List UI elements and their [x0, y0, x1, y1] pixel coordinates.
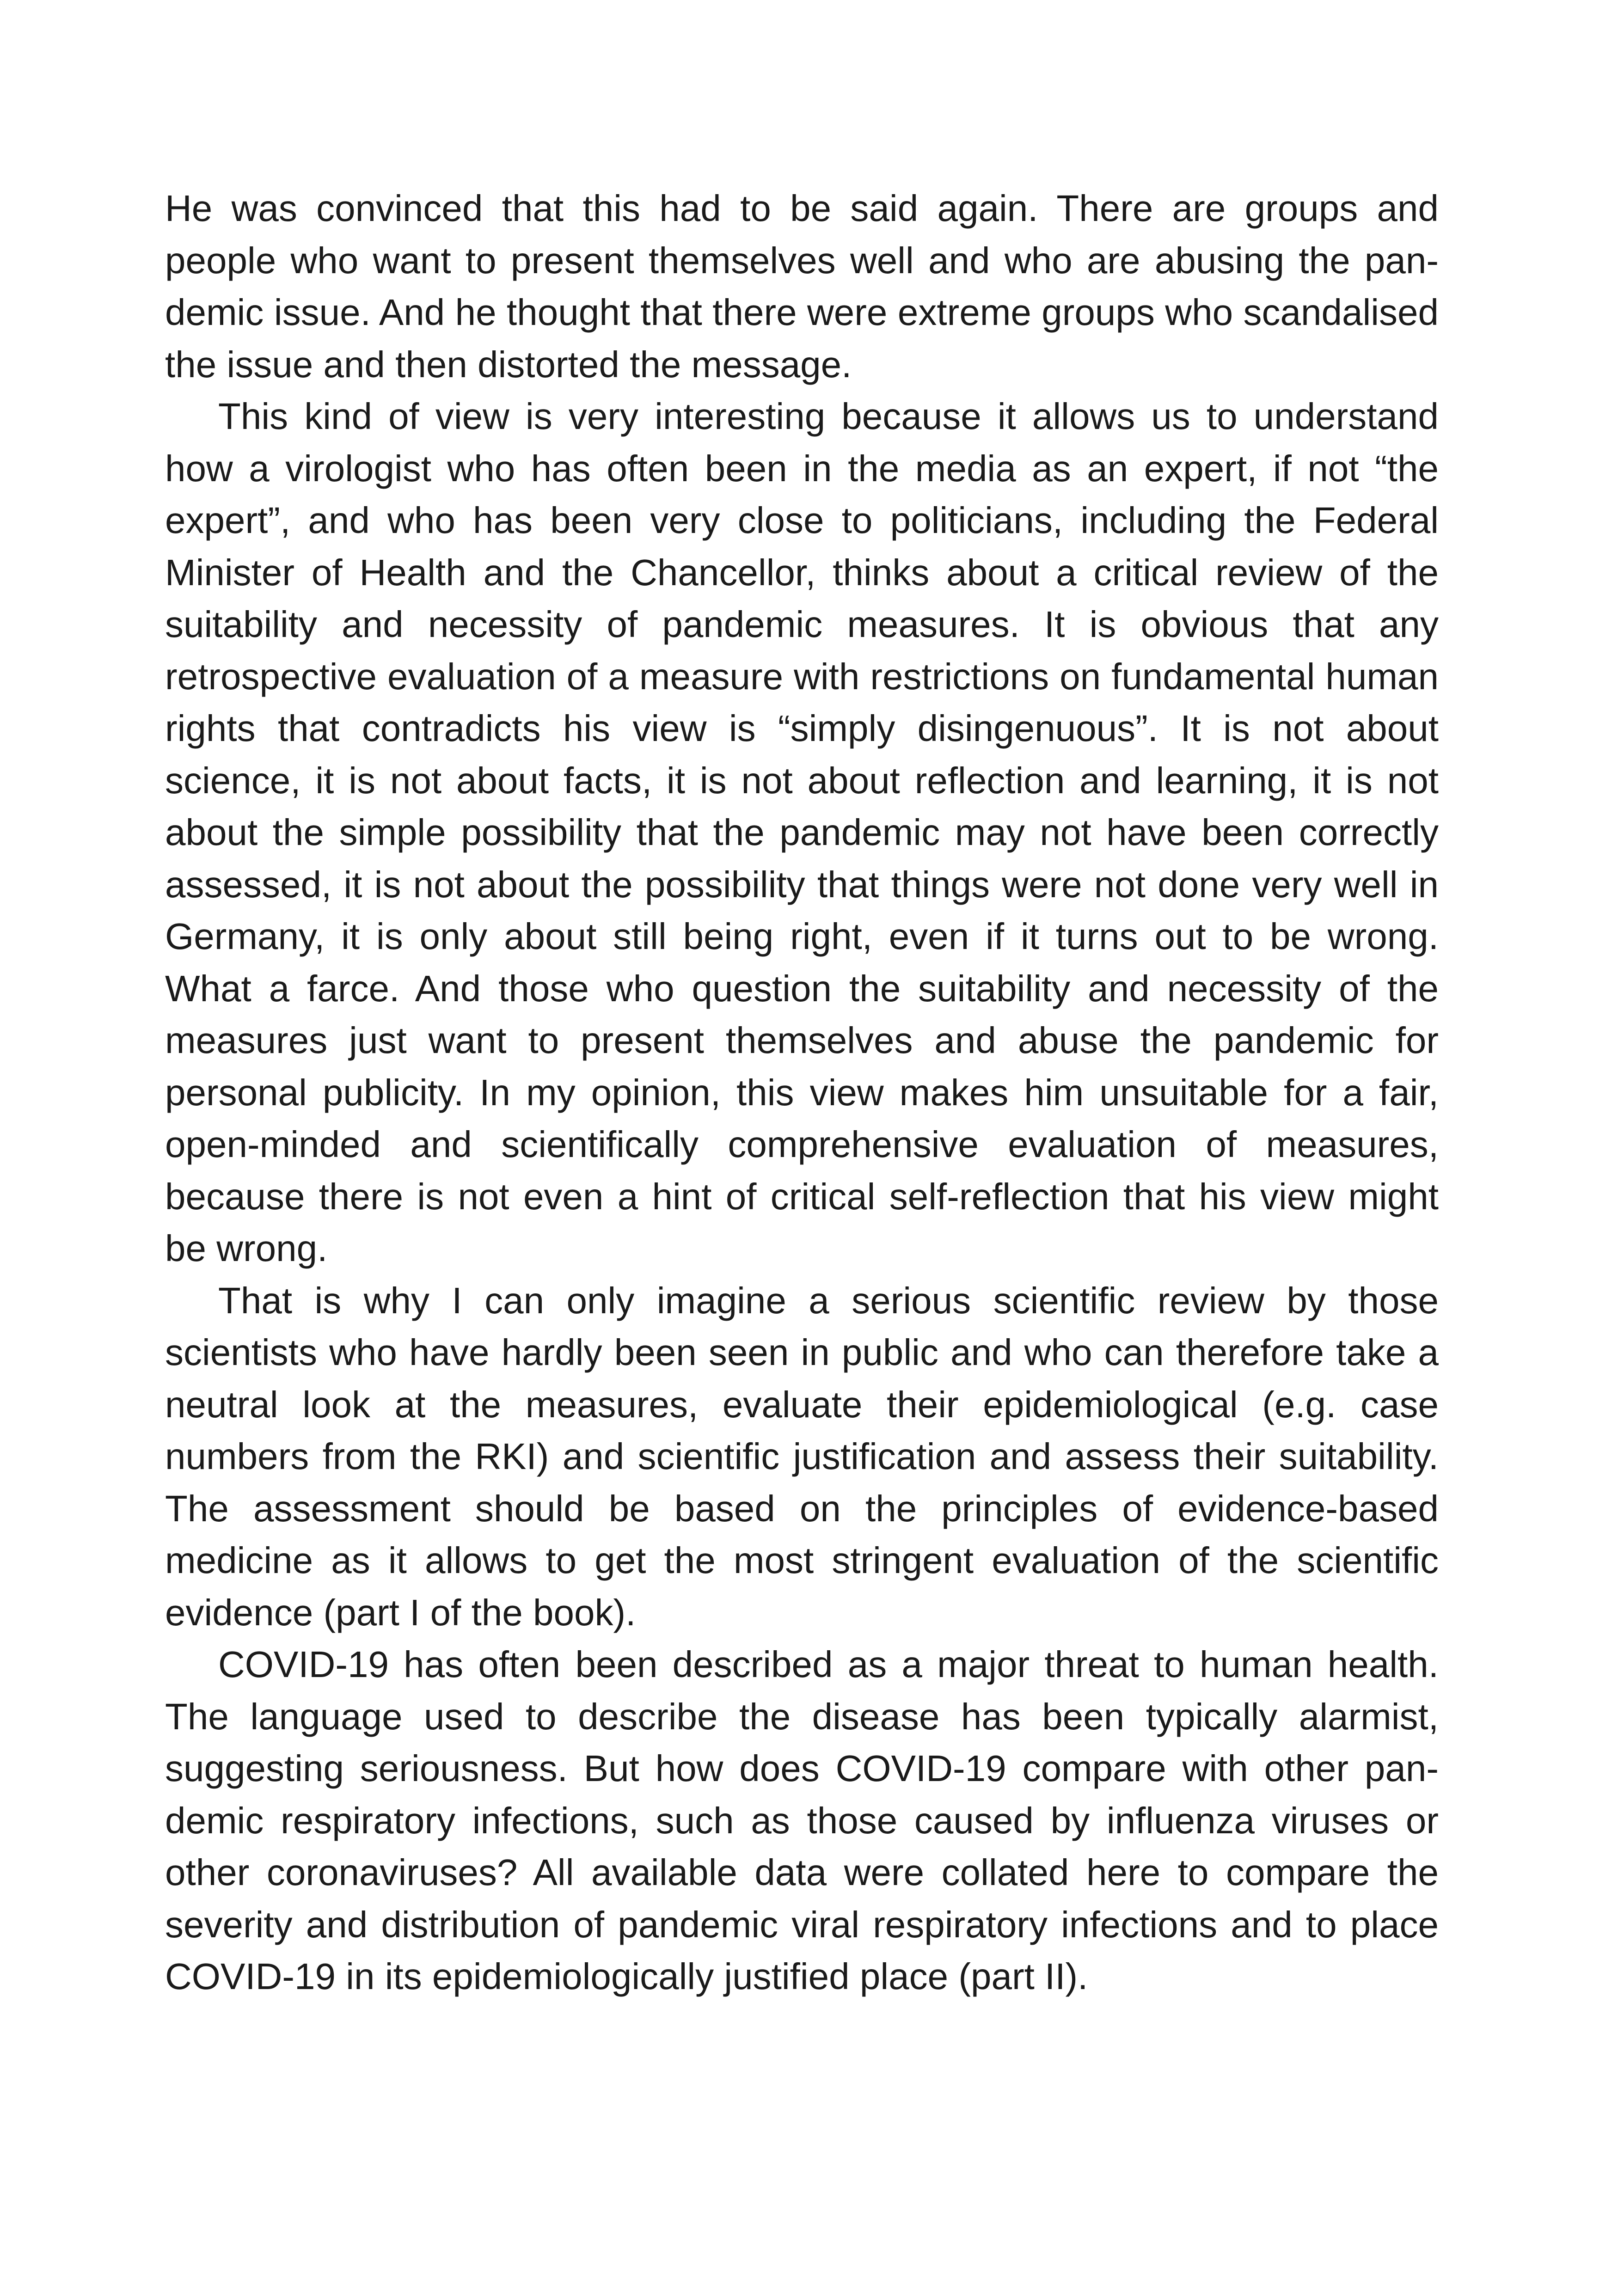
body-text	[165, 183, 1439, 2003]
paragraph-4: COVID-19 has often been described as a major threat to human health. The language used to describe the disease has been typically alarmist, suggesting seriousness. But how does COVID-19 compare with other pandemic respiratory infections, such as those caused by influenza viruses or other coronaviruses? All available data were collated here to compare the severity and distribution of pandemic viral respiratory infections and to place COVID-19 in its epidemiologically justified place (part II).	[165, 1644, 1439, 1997]
paragraph-2: This kind of view is very interesting because it allows us to understand how a virologist who has often been in the media as an expert, if not “the expert”, and who has been very close to politicians, including the Federal Minister of Health and the Chancellor, thinks about a critical review of the suitability and necessity of pandemic measures. It is obvious that any retrospective evaluation of a measure with restrictions on fundamental human rights that contradicts his view is “simply disingenuous”. It is not about science, it is not about facts, it is not about reflection and learning, it is not about the simple possibility that the pandemic may not have been correctly assessed, it is not about the possibility that things were not done very well in Germany, it is only about still being right, even if it turns out to be wrong. What a farce. And those who question the suitability and necessity of the measures just want to present themselves and abuse the pandemic for personal publicity. In my opinion, this view makes him unsuitable for a fair, open-minded and scientifically comprehensive evaluation of measures, because there is not even a hint of critical self-reflection that his view might be wrong.	[165, 396, 1439, 1269]
paragraph-1: He was convinced that this had to be said again. There are groups and people who want to present themselves well and who are abusing the pandemic issue. And he thought that there were extreme groups who scandalised the issue and then distorted the message.	[165, 188, 1439, 385]
paragraph-3: That is why I can only imagine a serious scientific review by those scientists who have hardly been seen in public and who can therefore take a neutral look at the measures, evaluate their epidemiological (e.g. case numbers from the RKI) and scientific justification and assess their suitability. The assessment should be based on the principles of evidence-based medicine as it allows to get the most stringent evaluation of the scientific evidence (part I of the book).	[165, 1280, 1439, 1633]
